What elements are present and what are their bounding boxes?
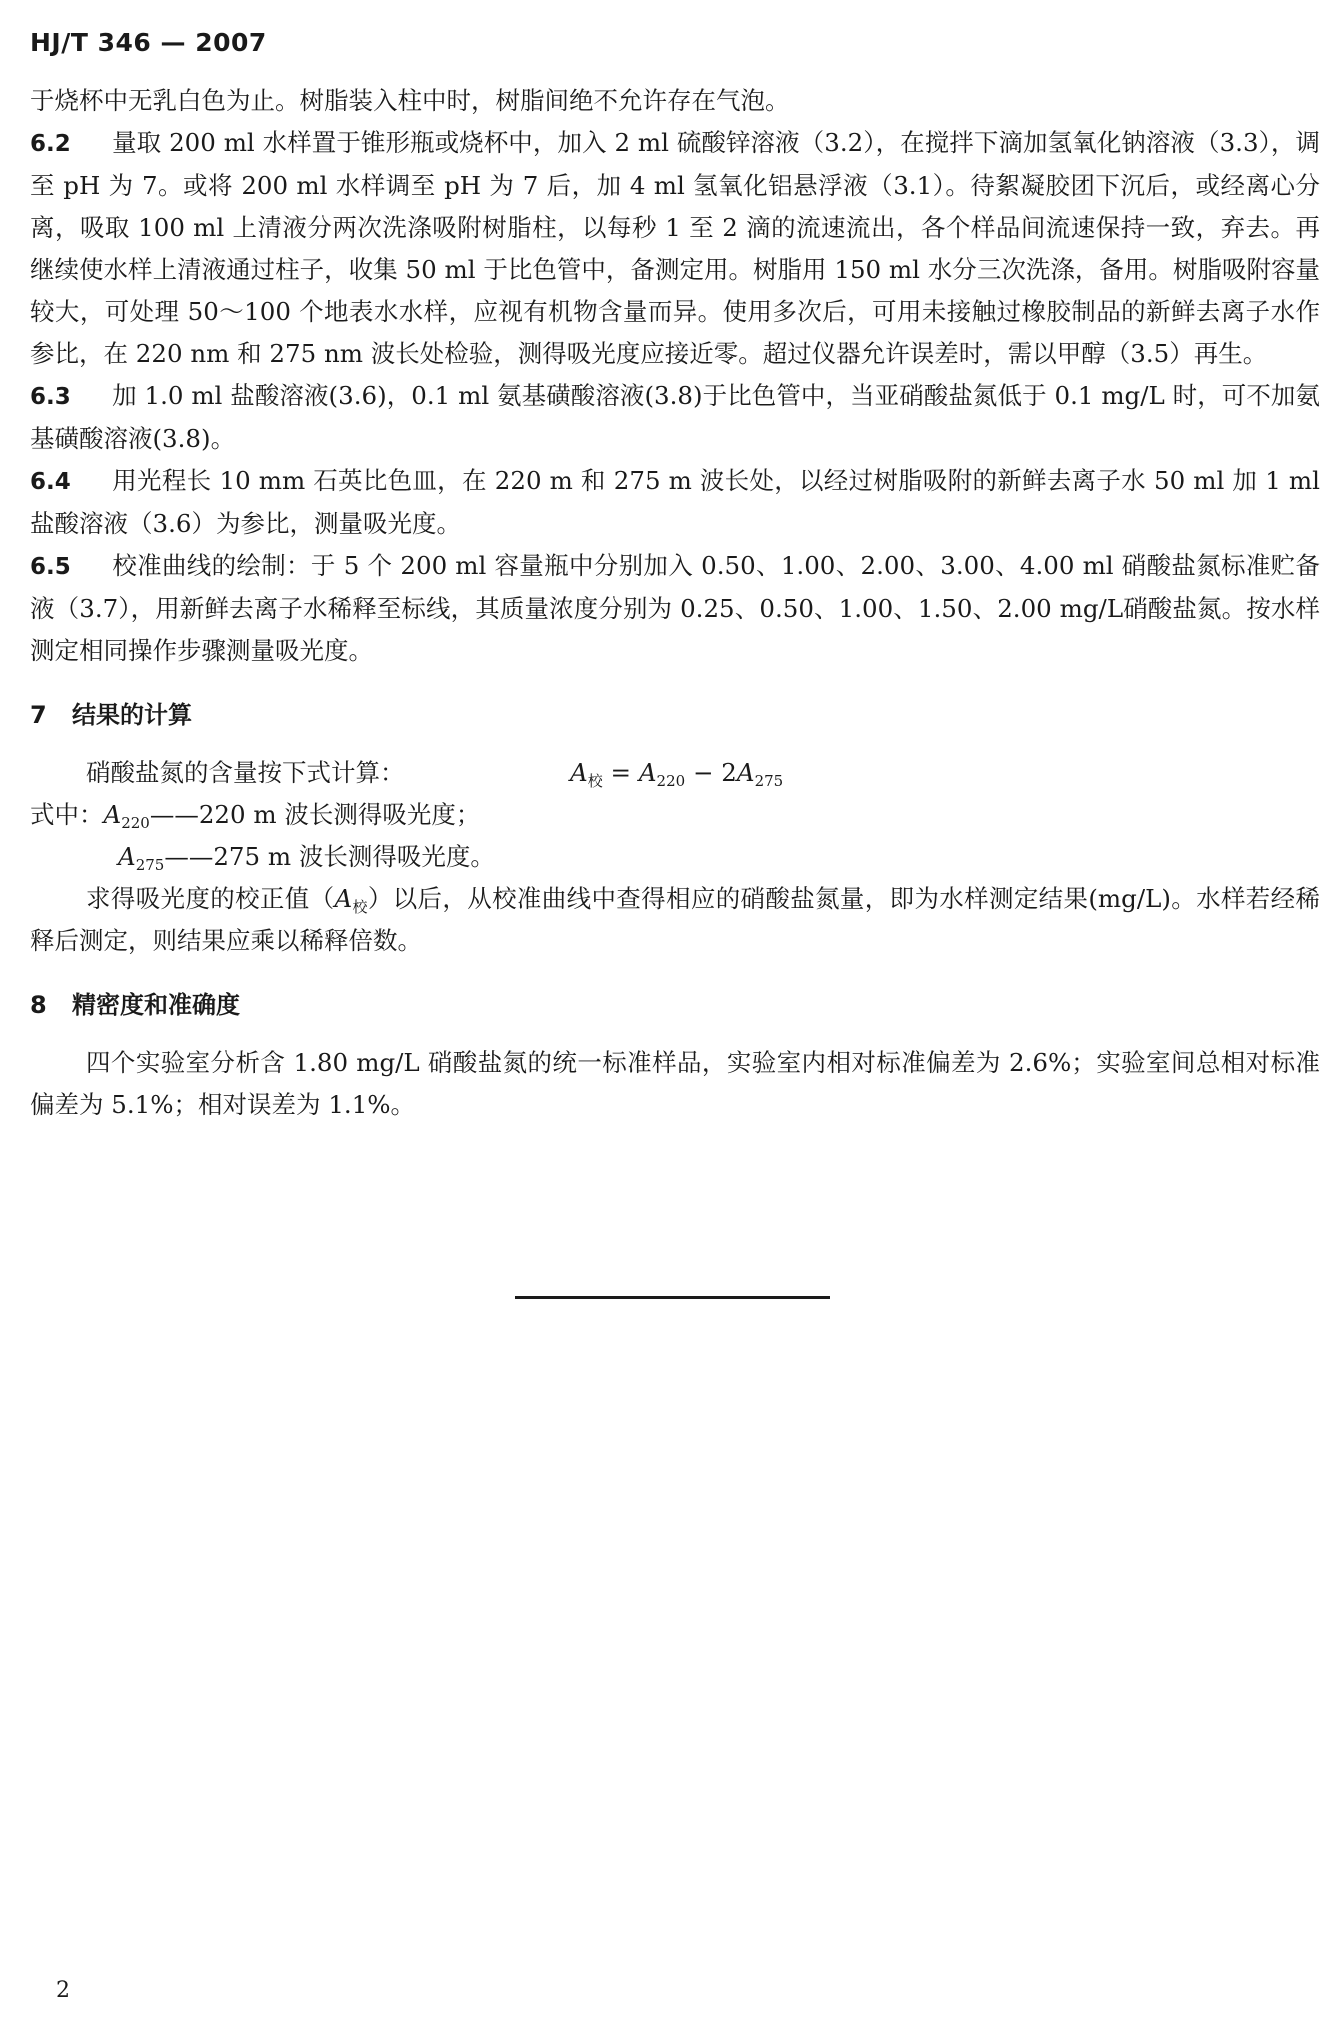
section-6-2 xyxy=(30,122,1320,375)
section-text: 量取 200 ml 水样置于锥形瓶或烧杯中，加入 2 ml 硫酸锌溶液（3.2），在搅拌下滴加氢氧化钠溶液（3.3），调至 pH 为 7。或将 200 ml 水样调至 pH 为 7 后，加 4 ml 氢氧化铝悬浮液（3.1）。待絮凝胶团下沉后，或经离心分离，吸取 100 ml 上清液分两次洗涤吸附树脂柱，以每秒 1 至 2 滴的流速流出，各个样品间流速保持一致，弃去。再继续使水样上清液通过柱子，收集 50 ml 于比色管中，备测定用。树脂用 150 ml 水分三次洗涤，备用。树脂吸附容量较大，可处理 50～100 个地表水水样，应视有机物含量而异。使用多次后，可用未接触过橡胶制品的新鲜去离子水作参比，在 220 nm 和 275 nm 波长处检验，测得吸光度应接近零。超过仪器允许误差时，需以甲醇（3.5）再生。 xyxy=(30,128,1320,368)
where-symbol: A xyxy=(118,842,136,871)
para-text-b: ）以后，从校准曲线中查得相应的硝酸盐氮量，即为水样测定结果(mg/L)。水样若经稀释后测定，则结果应乘以稀释倍数。 xyxy=(30,884,1320,955)
where-symbol-sub: 220 xyxy=(121,814,150,832)
document-body xyxy=(30,80,1320,1126)
section-number: 7 xyxy=(30,701,47,729)
section-6-3 xyxy=(30,375,1320,460)
formula-lhs-sub: 校 xyxy=(587,772,603,790)
section-7-paragraph xyxy=(30,878,1320,962)
standard-code-header: HJ/T 346 — 2007 xyxy=(30,28,267,57)
section-text: 用光程长 10 mm 石英比色皿，在 220 m 和 275 m 波长处，以经过树脂吸附的新鲜去离子水 50 ml 加 1 ml 盐酸溶液（3.6）为参比，测量吸光度。 xyxy=(30,466,1320,538)
section-8-paragraph: 四个实验室分析含 1.80 mg/L 硝酸盐氮的统一标准样品，实验室内相对标准偏差为 2.6%；实验室间总相对标准偏差为 5.1%；相对误差为 1.1%。 xyxy=(30,1048,1320,1119)
section-text: 校准曲线的绘制：于 5 个 200 ml 容量瓶中分别加入 0.50、1.00、2.00、3.00、4.00 ml 硝酸盐氮标准贮备液（3.7），用新鲜去离子水稀释至标线，其质量浓度分别为 0.25、0.50、1.00、1.50、2.00 mg/L硝酸盐氮。按水样测定相同操作步骤测量吸光度。 xyxy=(30,551,1320,665)
page-number: 2 xyxy=(56,1978,70,2003)
section-6-5 xyxy=(30,545,1320,672)
section-number: 6.3 xyxy=(30,384,71,410)
formula-line xyxy=(30,752,1320,794)
para-symbol-sub: 校 xyxy=(352,898,368,916)
formula-a1: A xyxy=(638,758,657,787)
formula-minus: − 2 xyxy=(685,758,737,787)
formula-a1-sub: 220 xyxy=(656,772,686,790)
where-symbol-sub: 275 xyxy=(135,856,165,874)
formula-lhs: A xyxy=(570,758,588,787)
end-rule xyxy=(515,1296,830,1299)
formula xyxy=(570,752,783,794)
where-desc: ——275 m 波长测得吸光度。 xyxy=(164,842,495,871)
section-6-4 xyxy=(30,460,1320,545)
where-symbol: A xyxy=(103,800,122,829)
section-8-heading xyxy=(30,984,1320,1026)
section-number: 6.4 xyxy=(30,469,71,495)
section-title: 结果的计算 xyxy=(72,701,192,729)
continuation-paragraph: 于烧杯中无乳白色为止。树脂装入柱中时，树脂间绝不允许存在气泡。 xyxy=(30,86,790,115)
where-line-2 xyxy=(30,836,1320,878)
formula-a2: A xyxy=(736,758,755,787)
para-text-a: 求得吸光度的校正值（ xyxy=(86,884,335,913)
formula-a2-sub: 275 xyxy=(754,772,784,790)
formula-eq: = xyxy=(602,758,639,787)
section-7-heading xyxy=(30,694,1320,736)
where-line-1 xyxy=(30,794,1320,836)
section-number: 6.5 xyxy=(30,554,71,580)
where-desc: ——220 m 波长测得吸光度； xyxy=(149,800,481,829)
section-number: 8 xyxy=(30,991,47,1019)
para-symbol: A xyxy=(334,884,353,913)
section-title: 精密度和准确度 xyxy=(72,991,240,1019)
section-number: 6.2 xyxy=(30,131,71,157)
where-prefix: 式中： xyxy=(30,800,104,829)
formula-intro: 硝酸盐氮的含量按下式计算： xyxy=(86,758,405,787)
section-text: 加 1.0 ml 盐酸溶液(3.6)，0.1 ml 氨基磺酸溶液(3.8)于比色管中，当亚硝酸盐氮低于 0.1 mg/L 时，可不加氨基磺酸溶液(3.8)。 xyxy=(30,381,1320,453)
